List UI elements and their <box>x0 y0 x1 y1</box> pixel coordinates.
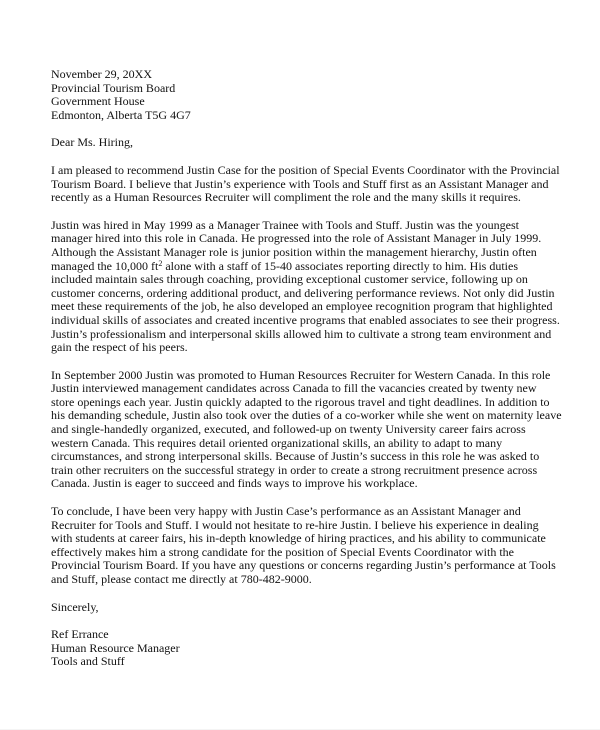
recipient-line-1: Provincial Tourism Board <box>51 80 176 95</box>
paragraph-line: store openings each year. Justin quickly adapted to the rigorous travel and tight deadlines. In addition to <box>51 394 550 409</box>
recipient-line-3: Edmonton, Alberta T5G 4G7 <box>51 107 191 122</box>
signature-block <box>51 628 556 669</box>
paragraph-introduction <box>51 162 560 205</box>
paragraph-line: To conclude, I have been very happy with Justin Case’s performance as an Assistant Manager and <box>51 504 521 519</box>
signer-company: Tools and Stuff <box>51 654 125 669</box>
paragraph-line: recently as a Human Resources Recruiter will compliment the role and the many skills it requires. <box>51 190 521 205</box>
paragraph-line: I am pleased to recommend Justin Case for the position of Special Events Coordinator with the Provincial <box>51 162 560 177</box>
paragraph-line: train other recruiters on the successful strategy in order to create a strong recruitment presence across <box>51 462 538 477</box>
paragraph-line: Although the Assistant Manager role is junior position within the management hierarchy, Justin often <box>51 244 537 259</box>
letter-body <box>51 67 562 669</box>
signer-name: Ref Errance <box>51 627 109 642</box>
paragraph-line: In September 2000 Justin was promoted to Human Resources Recruiter for Western Canada. In this role <box>51 367 551 382</box>
line-text-before: managed the 10,000 ft <box>51 258 159 273</box>
paragraph-conclusion <box>51 505 556 587</box>
paragraph-line: gain the respect of his peers. <box>51 340 188 355</box>
paragraph-line: individual skills of associates and created incentive programs that enabled associates to see their progress. <box>51 312 560 327</box>
paragraph-line: and single-handedly organized, executed, and followed-up on twenty University career fairs across <box>51 422 526 437</box>
paragraph-line: and Stuff, please contact me directly at 780-482-9000. <box>51 572 312 586</box>
paragraph-line: Tourism Board. I believe that Justin’s experience with Tools and Stuff first as an Assistant Manager and <box>51 176 549 191</box>
paragraph-line: manager hired into this role in Canada. He progressed into the role of Assistant Manager in July 1999. <box>51 231 542 246</box>
paragraph-line: Canada. Justin is eager to succeed and finds ways to improve his workplace. <box>51 476 418 491</box>
paragraph-line: Justin’s professionalism and interpersonal skills allowed him to cultivate a strong team environment and <box>51 326 552 341</box>
paragraph-line: included maintain sales through coaching, providing exceptional customer service, following up on <box>51 272 528 287</box>
superscript-two: 2 <box>158 258 163 268</box>
paragraph-recruiter-experience <box>51 367 562 491</box>
salutation <box>51 136 556 150</box>
paragraph-line: circumstances, and strong interpersonal skills. Because of Justin’s success in this role he was asked to <box>51 449 540 464</box>
paragraph-line-with-superscript <box>51 260 556 274</box>
signer-title: Human Resource Manager <box>51 640 180 655</box>
paragraph-line: his demanding schedule, Justin also took over the duties of a co-worker while she went on maternity leave <box>51 408 562 423</box>
date-line <box>51 68 556 82</box>
paragraph-line: meet these requirements of the job, he also developed an employee recognition program that highlighted <box>51 299 553 314</box>
salutation-text: Dear Ms. Hiring, <box>51 135 133 150</box>
paragraph-line: Justin was hired in May 1999 as a Manager Trainee with Tools and Stuff. Justin was the youngest <box>51 217 520 232</box>
closing-text: Sincerely, <box>51 599 99 614</box>
paragraph-line: Provincial Tourism Board. If you have any questions or concerns regarding Justin’s performance at Tools <box>51 558 556 573</box>
paragraph-manager-experience <box>51 217 560 355</box>
paragraph-line: Recruiter for Tools and Stuff. I would not hesitate to re-hire Justin. I believe his experience in dealing <box>51 517 539 532</box>
paragraph-line: Justin interviewed management candidates across Canada to fill the vacancies created by twenty new <box>51 381 537 396</box>
closing <box>51 601 556 615</box>
letter-date: November 29, 20XX <box>51 67 152 81</box>
recipient-address <box>51 82 556 123</box>
paragraph-line: customer concerns, ordering additional product, and delivering performance reviews. Not only did Justin <box>51 285 555 300</box>
paragraph-line: western Canada. This requires detail oriented organizational skills, an ability to adapt to many <box>51 435 503 450</box>
paragraph-line: effectively makes him a strong candidate for the position of Special Events Coordinator with the <box>51 544 514 559</box>
line-text-after: alone with a staff of 15-40 associates reporting directly to him. His duties <box>162 258 519 273</box>
paragraph-line: with students at career fairs, his in-depth knowledge of hiring practices, and his ability to communicate <box>51 531 546 546</box>
recipient-line-2: Government House <box>51 94 145 109</box>
